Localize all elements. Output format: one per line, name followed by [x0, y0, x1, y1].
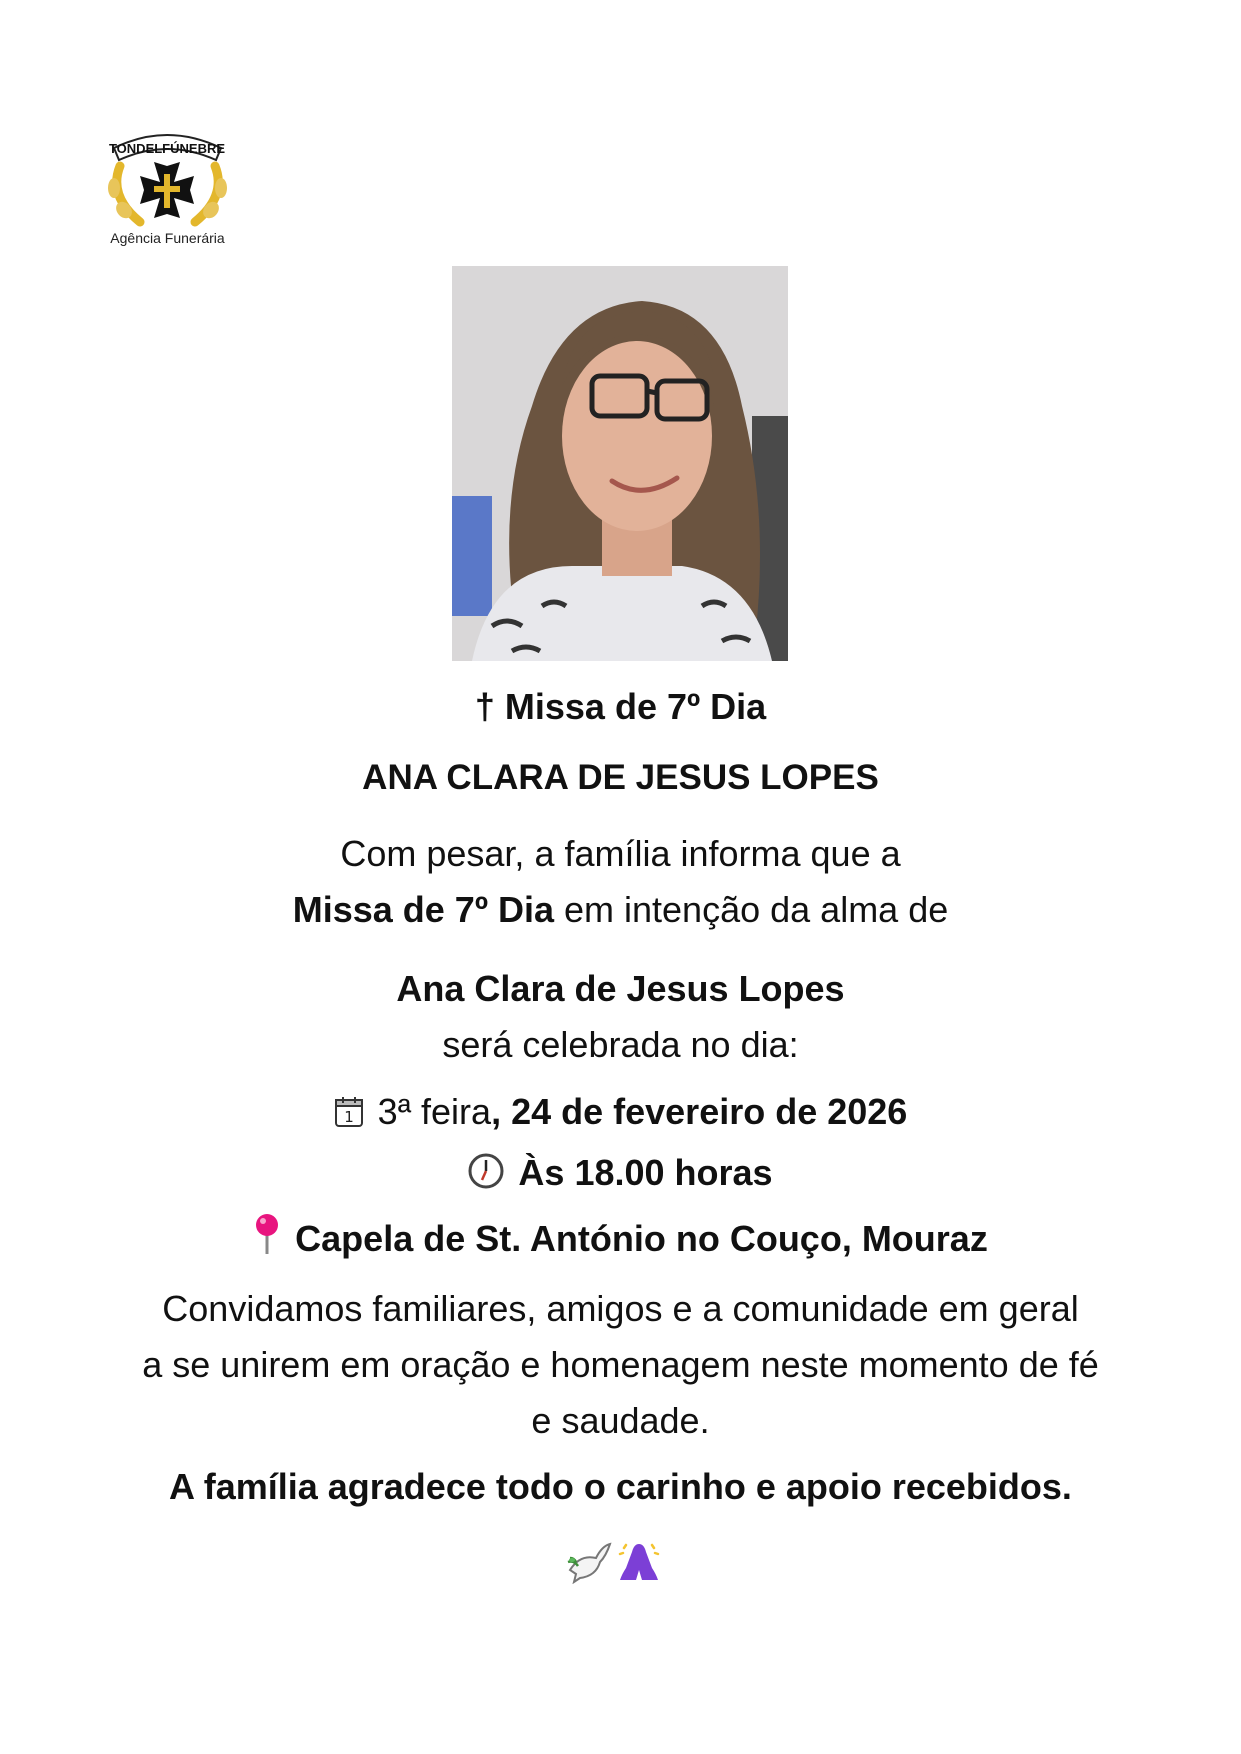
intro-line-2	[0, 882, 1241, 938]
time-line	[0, 1152, 1241, 1198]
intro-paragraph	[0, 826, 1241, 938]
time: Às 18.00 horas	[518, 1152, 773, 1193]
intro-line-1: Com pesar, a família informa que a	[340, 833, 901, 874]
cross-symbol: †	[474, 686, 495, 727]
invitation-paragraph	[0, 1281, 1241, 1449]
clock-icon	[468, 1153, 504, 1198]
dove-icon	[566, 1540, 612, 1589]
intro-line-2-rest: em intenção da alma de	[554, 889, 949, 930]
invite-line-3: e saudade.	[531, 1400, 710, 1441]
footer-emojis	[566, 1540, 676, 1590]
place: Capela de St. António no Couço, Mouraz	[295, 1218, 988, 1259]
invite-line-1: Convidamos familiares, amigos e a comunidade em geral	[162, 1288, 1079, 1329]
svg-text:1: 1	[343, 1108, 354, 1126]
place-line	[0, 1213, 1241, 1264]
date-line	[0, 1091, 1241, 1137]
calendar-icon	[334, 1095, 364, 1137]
agency-logo	[100, 126, 235, 254]
celebrated-line: será celebrada no dia:	[442, 1024, 799, 1065]
deceased-name-heading: ANA CLARA DE JESUS LOPES	[362, 758, 879, 797]
logo-caption: Agência Funerária	[110, 230, 225, 246]
title-text: Missa de 7º Dia	[504, 686, 767, 727]
notice-title	[0, 686, 1241, 728]
name-paragraph	[0, 961, 1241, 1073]
invite-line-2: a se unirem em oração e homenagem neste momento de fé	[142, 1344, 1099, 1385]
thanks-line: A família agradece todo o carinho e apoio recebidos.	[169, 1466, 1072, 1507]
date: , 24 de fevereiro de 2026	[491, 1091, 908, 1132]
pin-icon	[253, 1213, 281, 1264]
deceased-name: Ana Clara de Jesus Lopes	[396, 968, 845, 1009]
logo-brand-text: TONDELFÚNEBRE	[108, 141, 226, 156]
portrait-photo	[452, 266, 788, 661]
logo-emblem-icon	[100, 126, 235, 230]
weekday: 3ª feira	[377, 1091, 492, 1132]
mass-label: Missa de 7º Dia	[292, 889, 554, 930]
praying-hands-icon	[616, 1540, 662, 1589]
